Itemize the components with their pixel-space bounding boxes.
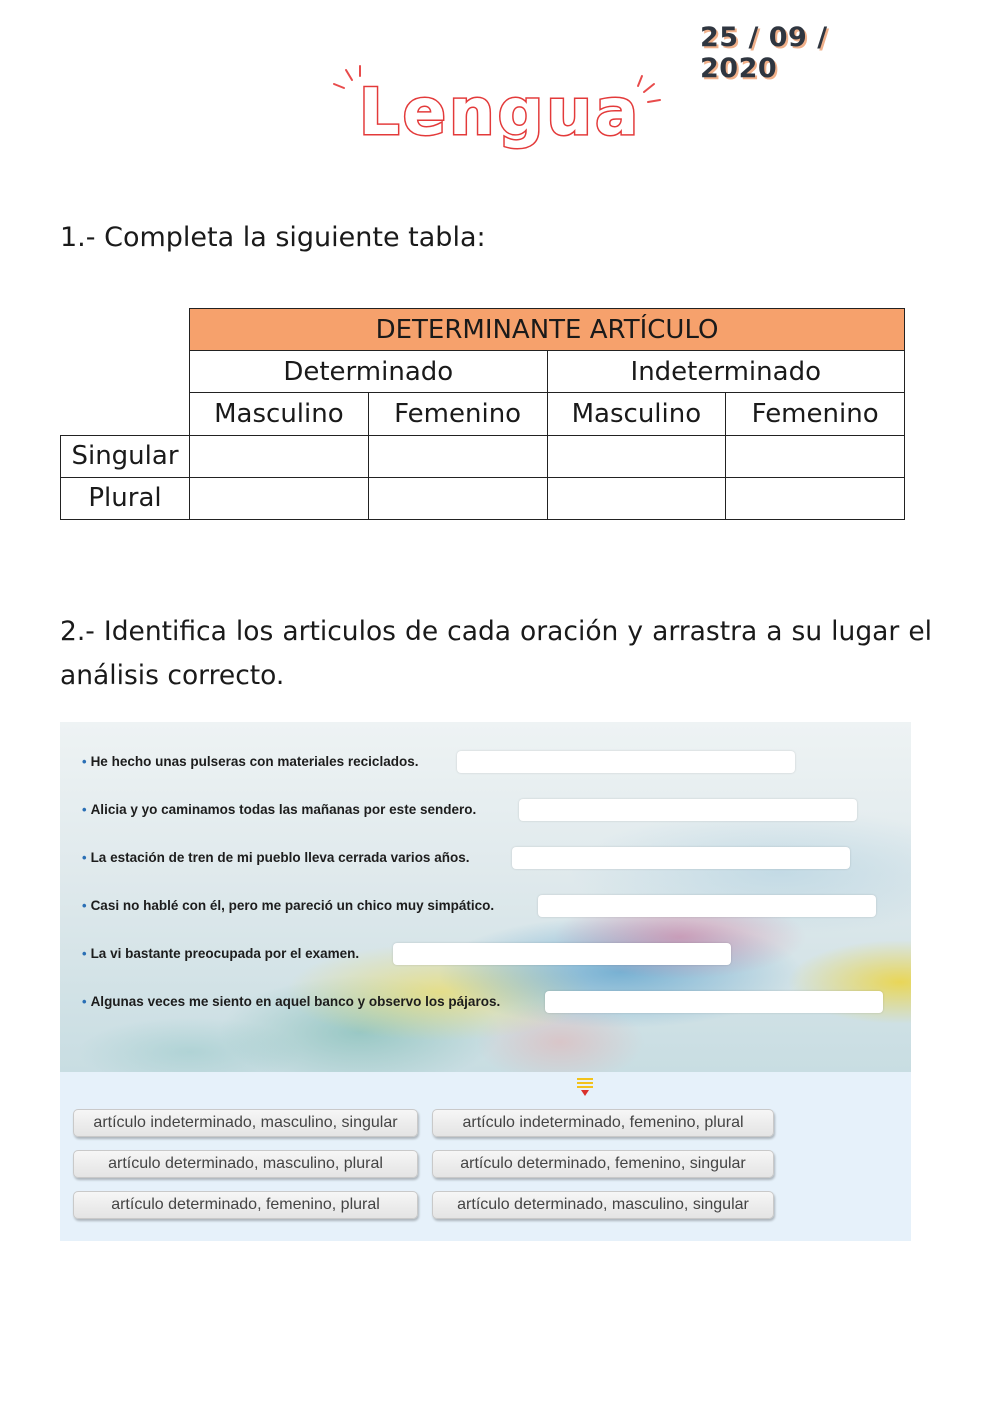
table-cell-input[interactable]: [547, 477, 726, 519]
drop-target[interactable]: [512, 847, 850, 869]
bullet-icon: •: [82, 993, 87, 1009]
sentence-text: Alicia y yo caminamos todas las mañanas por este sendero.: [90, 801, 477, 817]
drop-target[interactable]: [538, 895, 876, 917]
table-cell-input[interactable]: [547, 435, 726, 477]
table-row-label: Singular: [61, 435, 190, 477]
sentence-row: [82, 941, 359, 965]
bullet-icon: •: [82, 897, 87, 913]
table-cell-input[interactable]: [368, 477, 547, 519]
title-logo: [330, 62, 670, 162]
options-bank: [60, 1072, 911, 1241]
option-chip[interactable]: artículo determinado, masculino, plural: [73, 1150, 418, 1178]
table-cell-input[interactable]: [190, 435, 369, 477]
sentence-text: La estación de tren de mi pueblo lleva cerrada varios años.: [90, 849, 470, 865]
bullet-icon: •: [82, 801, 87, 817]
sentence-text: Algunas veces me siento en aquel banco y observo los pájaros.: [90, 993, 501, 1009]
title-text: Lengua: [358, 76, 642, 150]
exercise1-prompt: 1.- Completa la siguiente tabla:: [60, 222, 486, 253]
option-chip[interactable]: artículo indeterminado, femenino, plural: [432, 1109, 774, 1137]
sentence-panel: [60, 722, 911, 1072]
option-chip[interactable]: artículo determinado, masculino, singular: [432, 1191, 774, 1219]
table-row: [61, 435, 905, 477]
drop-target[interactable]: [519, 799, 857, 821]
drag-down-icon: [574, 1076, 596, 1098]
bullet-icon: •: [82, 849, 87, 865]
table-row: [61, 477, 905, 519]
option-chip[interactable]: artículo determinado, femenino, singular: [432, 1150, 774, 1178]
sentence-text: Casi no hablé con él, pero me pareció un chico muy simpático.: [90, 897, 495, 913]
table-subheader: Masculino: [190, 393, 369, 435]
table-cell-input[interactable]: [190, 477, 369, 519]
sentence-row: [82, 749, 418, 773]
drop-target[interactable]: [393, 943, 731, 965]
sentence-text: La vi bastante preocupada por el examen.: [90, 945, 360, 961]
table-subheader: Femenino: [368, 393, 547, 435]
table-cell-input[interactable]: [726, 435, 905, 477]
option-chip[interactable]: artículo indeterminado, masculino, singular: [73, 1109, 418, 1137]
sentence-text: He hecho unas pulseras con materiales reciclados.: [90, 753, 419, 769]
table-group-header: Indeterminado: [547, 351, 905, 393]
table-group-header: Determinado: [190, 351, 548, 393]
table-cell-input[interactable]: [368, 435, 547, 477]
table-cell-input[interactable]: [726, 477, 905, 519]
table-subheader: Masculino: [547, 393, 726, 435]
sentence-row: [82, 797, 476, 821]
date-label: 25 / 09 / 2020: [700, 22, 828, 84]
drop-target[interactable]: [545, 991, 883, 1013]
exercise2-prompt: 2.- Identifica los articulos de cada oración y arrastra a su lugar el análisis correcto.: [60, 616, 932, 691]
bullet-icon: •: [82, 945, 87, 961]
table-subheader: Femenino: [726, 393, 905, 435]
sentence-row: [82, 845, 469, 869]
sentence-row: [82, 893, 494, 917]
table-row-label: Plural: [61, 477, 190, 519]
article-table: [60, 308, 905, 520]
table-main-header: DETERMINANTE ARTÍCULO: [190, 309, 905, 351]
sentence-row: [82, 989, 500, 1013]
drop-target[interactable]: [457, 751, 795, 773]
option-chip[interactable]: artículo determinado, femenino, plural: [73, 1191, 418, 1219]
bullet-icon: •: [82, 753, 87, 769]
